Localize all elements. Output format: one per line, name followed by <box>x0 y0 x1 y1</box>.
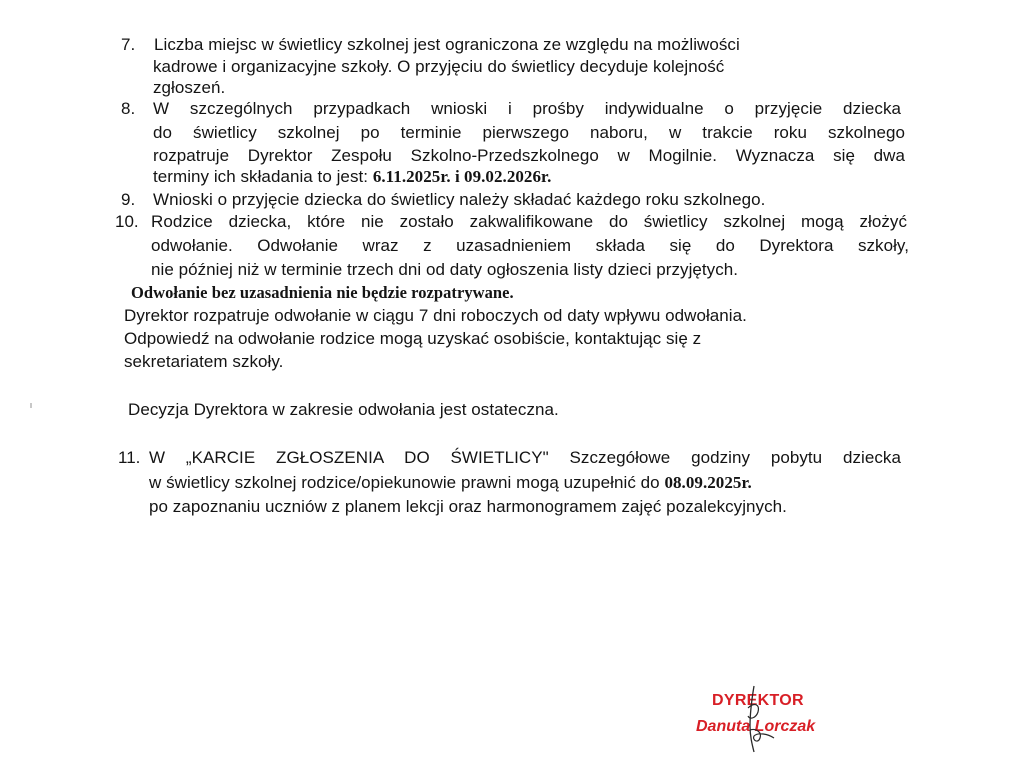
scan-speck <box>30 403 32 408</box>
item-10-line-1: Rodzice dziecka, które nie zostało zakwalifikowane do świetlicy szkolnej mogą złożyć <box>151 212 907 231</box>
item-7-line-1: Liczba miejsc w świetlicy szkolnej jest ograniczona ze względu na możliwości <box>154 35 740 54</box>
item-11-date: 08.09.2025r. <box>664 473 752 492</box>
item-10-line-2: odwołanie. Odwołanie wraz z uzasadnieniem składa się do Dyrektora szkoły, <box>151 236 909 255</box>
item-8-dates: 6.11.2025r. i 09.02.2026r. <box>372 167 552 186</box>
item-8-line-3: rozpatruje Dyrektor Zespołu Szkolno-Przedszkolnego w Mogilnie. Wyznacza się dwa <box>153 146 905 165</box>
item-8-line-1: W szczególnych przypadkach wnioski i prośby indywidualne o przyjęcie dziecka <box>153 99 901 118</box>
item-9-line-1: Wnioski o przyjęcie dziecka do świetlicy należy składać każdego roku szkolnego. <box>153 190 766 209</box>
item-10-number: 10. <box>115 212 139 231</box>
item-10-line-3: nie później niż w terminie trzech dni od daty ogłoszenia listy dzieci przyjętych. <box>151 260 739 279</box>
item-9-number: 9. <box>121 190 136 209</box>
signature-name: Danuta Lorczak <box>696 718 816 735</box>
item-8-line-2: do świetlicy szkolnej po terminie pierwszego naboru, w trakcie roku szkolnego <box>153 123 905 142</box>
item-11-line-3: po zapoznaniu uczniów z planem lekcji oraz harmonogramem zajęć pozalekcyjnych. <box>149 497 787 516</box>
item-8-number: 8. <box>121 99 136 118</box>
item-10-after-line-1: Dyrektor rozpatruje odwołanie w ciągu 7 dni roboczych od daty wpływu odwołania. <box>124 306 747 325</box>
item-10-decision: Decyzja Dyrektora w zakresie odwołania jest ostateczna. <box>128 400 559 419</box>
item-11-line-1: W „KARCIE ZGŁOSZENIA DO ŚWIETLICY" Szczegółowe godziny pobytu dziecka <box>149 448 901 467</box>
signature-title: DYREKTOR <box>712 692 804 709</box>
item-8-line-4-text: terminy ich składania to jest: <box>153 167 373 186</box>
signature-stamp <box>690 688 830 748</box>
item-11-line-2-text: w świetlicy szkolnej rodzice/opiekunowie prawni mogą uzupełnić do <box>149 473 665 492</box>
handwritten-signature <box>690 678 830 758</box>
item-8-line-4 <box>153 166 551 188</box>
item-10-bold-note: Odwołanie bez uzasadnienia nie będzie rozpatrywane. <box>131 283 514 302</box>
item-10-after-line-3: sekretariatem szkoły. <box>124 352 284 371</box>
item-11-number: 11. <box>118 448 141 467</box>
item-7-number: 7. <box>121 35 136 54</box>
item-7-line-3: zgłoszeń. <box>153 78 226 97</box>
item-7-line-2: kadrowe i organizacyjne szkoły. O przyjęciu do świetlicy decyduje kolejność <box>153 57 725 76</box>
item-11-line-2 <box>149 472 752 494</box>
item-10-after-line-2: Odpowiedź na odwołanie rodzice mogą uzyskać osobiście, kontaktując się z <box>124 329 702 348</box>
